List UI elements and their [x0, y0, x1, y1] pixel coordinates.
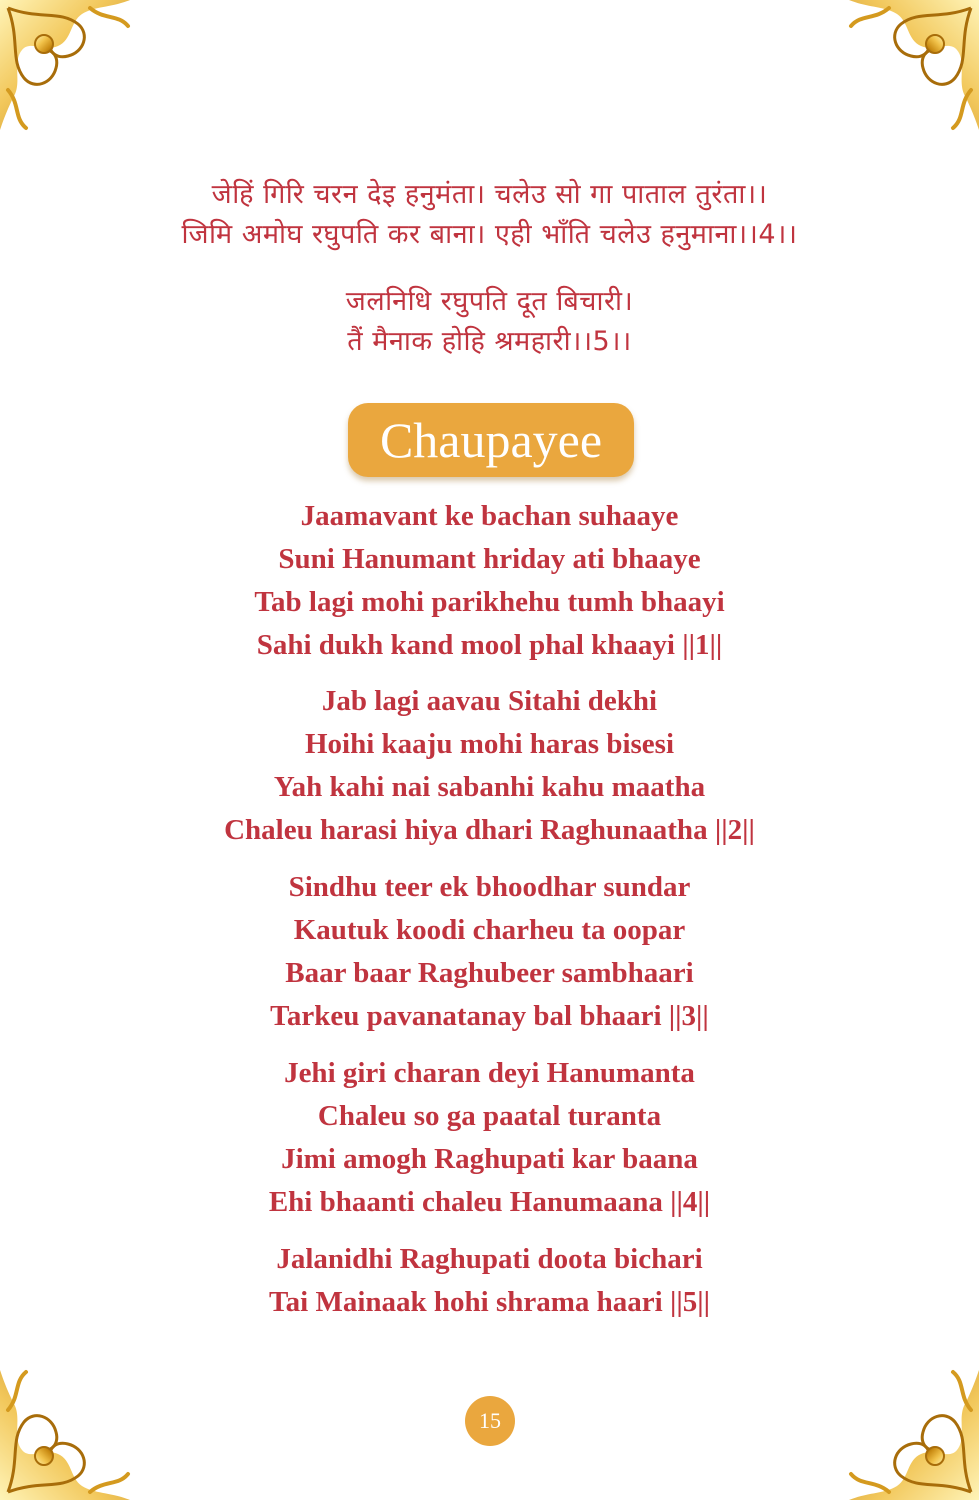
- stanza-line: Tab lagi mohi parikhehu tumh bhaayi: [254, 586, 725, 618]
- hindi-verse-line: तैं मैनाक होहि श्रमहारी।।5।।: [347, 326, 632, 357]
- corner-ornament-bottom-right: [829, 1350, 979, 1500]
- stanza-line: Jab lagi aavau Sitahi dekhi: [321, 685, 658, 717]
- stanza-line: Tai Mainaak hohi shrama haari ||5||: [268, 1286, 711, 1318]
- stanza-line: Sahi dukh kand mool phal khaayi ||1||: [256, 629, 723, 661]
- stanza-1: [0, 495, 979, 667]
- hindi-verse-block-1: [0, 175, 979, 255]
- corner-ornament-top-left: [0, 0, 150, 150]
- stanza-2: [0, 680, 979, 852]
- corner-ornament-top-right: [829, 0, 979, 150]
- stanza-line: Chaleu harasi hiya dhari Raghunaatha ||2||: [224, 814, 755, 846]
- stanza-line: Jimi amogh Raghupati kar baana: [281, 1143, 698, 1175]
- corner-ornament-bottom-left: [0, 1350, 150, 1500]
- hindi-verse-block-2: [0, 282, 979, 362]
- stanza-5: [0, 1238, 979, 1324]
- stanza-line: Tarkeu pavanatanay bal bhaari ||3||: [270, 1000, 709, 1032]
- stanza-line: Suni Hanumant hriday ati bhaaye: [278, 543, 701, 575]
- page-number-badge: 15: [465, 1396, 515, 1446]
- stanza-line: Hoihi kaaju mohi haras bisesi: [304, 728, 675, 760]
- stanza-line: Ehi bhaanti chaleu Hanumaana ||4||: [268, 1186, 711, 1218]
- stanza-line: Baar baar Raghubeer sambhaari: [285, 957, 694, 989]
- stanza-line: Sindhu teer ek bhoodhar sundar: [288, 871, 691, 903]
- hindi-verse-line: जिमि अमोघ रघुपति कर बाना। एही भाँति चलेउ हनुमाना।।4।।: [181, 219, 798, 250]
- hindi-verse-line: जलनिधि रघुपति दूत बिचारी।: [345, 286, 634, 317]
- hindi-verse-line: जेहिं गिरि चरन देइ हनुमंता। चलेउ सो गा पाताल तुरंता।।: [211, 179, 768, 210]
- stanza-3: [0, 866, 979, 1038]
- section-heading: Chaupayee: [348, 403, 634, 477]
- stanza-line: Jaamavant ke bachan suhaaye: [300, 500, 679, 532]
- stanza-line: Yah kahi nai sabanhi kahu maatha: [273, 771, 706, 803]
- stanza-line: Chaleu so ga paatal turanta: [317, 1100, 662, 1132]
- stanza-4: [0, 1052, 979, 1224]
- stanza-line: Jalanidhi Raghupati doota bichari: [276, 1243, 703, 1275]
- stanza-line: Kautuk koodi charheu ta oopar: [293, 914, 686, 946]
- stanza-line: Jehi giri charan deyi Hanumanta: [284, 1057, 695, 1089]
